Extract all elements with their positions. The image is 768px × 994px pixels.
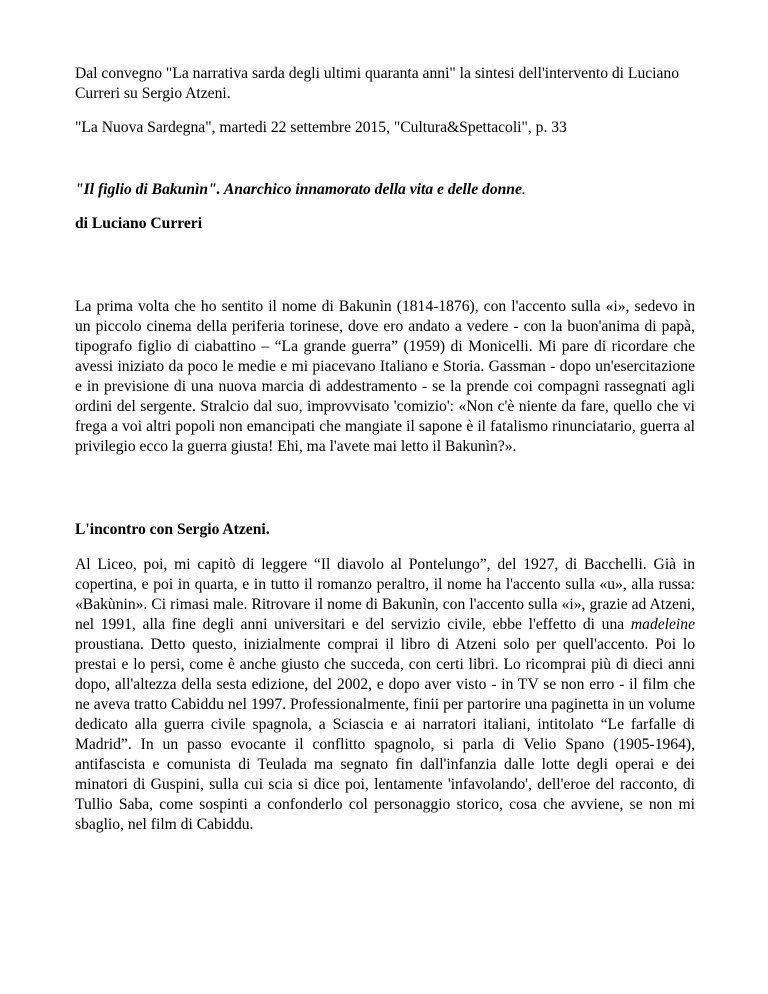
- body-paragraph-1: La prima volta che ho sentito il nome di Bakunìn (1814-1876), con l'accento sulla «i», sedevo in un piccolo cinema della periferia torinese, dove ero andato a vedere - con la buon'anima di papà, tipografo figlio di ciabattino – “La grande guerra” (1959) di Monicelli. Mi pare di ricordare che avessi iniziato da poco le medie e mi piacevano Italiano e Storia. Gassman - dopo un'esercitazione e in previsione di una nuova marcia di addestramento - se la prende coi compagni rassegnati agli ordini del sergente. Stralcio dal suo, improvvisato 'comizio': «Non c'è niente da fare, quello che vi frega a voi altri popoli non emancipati che mangiate il sapone è il fatalismo rinunciatario, guerra al privilegio ecco la guerra giusta! Ehi, ma l'avete mai letto il Bakunìn?».: [75, 298, 695, 455]
- body-paragraph-2-part-b: proustiana. Detto questo, inizialmente comprai il libro di Atzeni solo per quell'accento. Poi lo prestai e lo persi, come è anche giusto che succeda, con certi libri. Lo ricomprai più di dieci anni dopo, all'altezza della sesta edizione, del 2002, e dopo aver visto - in TV se non erro - il film che ne aveva tratto Cabiddu nel 1997. Professionalmente, finii per partorire una paginetta in un volume dedicato alla guerra civile spagnola, a Sciascia e ai narratori italiani, intitolato “Le farfalle di Madrid”. In un passo evocante il conflitto spagnolo, si parla di Velio Spano (1905-1964), antifascista e comunista di Teulada ma segnato fin dall'infanzia dalle lotte degli operai e dei minatori di Guspini, sulla cui scia si dice poi, lentamente 'infavolando', dell'eroe del racconto, di Tullio Saba, come sospinti a confonderlo col personaggio storico, cosa che avviene, se non mi sbaglio, nel film di Cabiddu.: [75, 636, 695, 833]
- document-page: [75, 64, 695, 835]
- intro-line: Dal convegno "La narrativa sarda degli ultimi quaranta anni" la sintesi dell'intervento di Luciano Curreri su Sergio Atzeni.: [75, 65, 680, 102]
- section-heading: L'incontro con Sergio Atzeni.: [75, 521, 270, 538]
- source-citation: "La Nuova Sardegna", martedi 22 settembre 2015, "Cultura&Spettacoli", p. 33: [75, 119, 567, 136]
- article-byline: di Luciano Curreri: [75, 215, 203, 232]
- body-paragraph-2-part-a: Al Liceo, poi, mi capitò di leggere “Il diavolo al Pontelungo”, del 1927, di Bacchelli. Già in copertina, e poi in quarta, e in tutto il romanzo peraltro, il nome ha l'accento sulla «u», alla russa: «Bakùnin». Ci rimasi male. Ritrovare il nome di Bakunìn, con l'accento sulla «i», grazie ad Atzeni, nel 1991, alla fine degli anni universitari e del servizio civile, ebbe l'effetto di una: [75, 556, 695, 633]
- article-title-period: .: [521, 181, 526, 198]
- body-paragraph-2-italic: madeleine: [630, 616, 695, 633]
- body-paragraph-2: [75, 555, 695, 835]
- article-title-text: "Il figlio di Bakunìn". Anarchico innamorato della vita e delle donne: [75, 181, 522, 198]
- article-title: [75, 180, 695, 200]
